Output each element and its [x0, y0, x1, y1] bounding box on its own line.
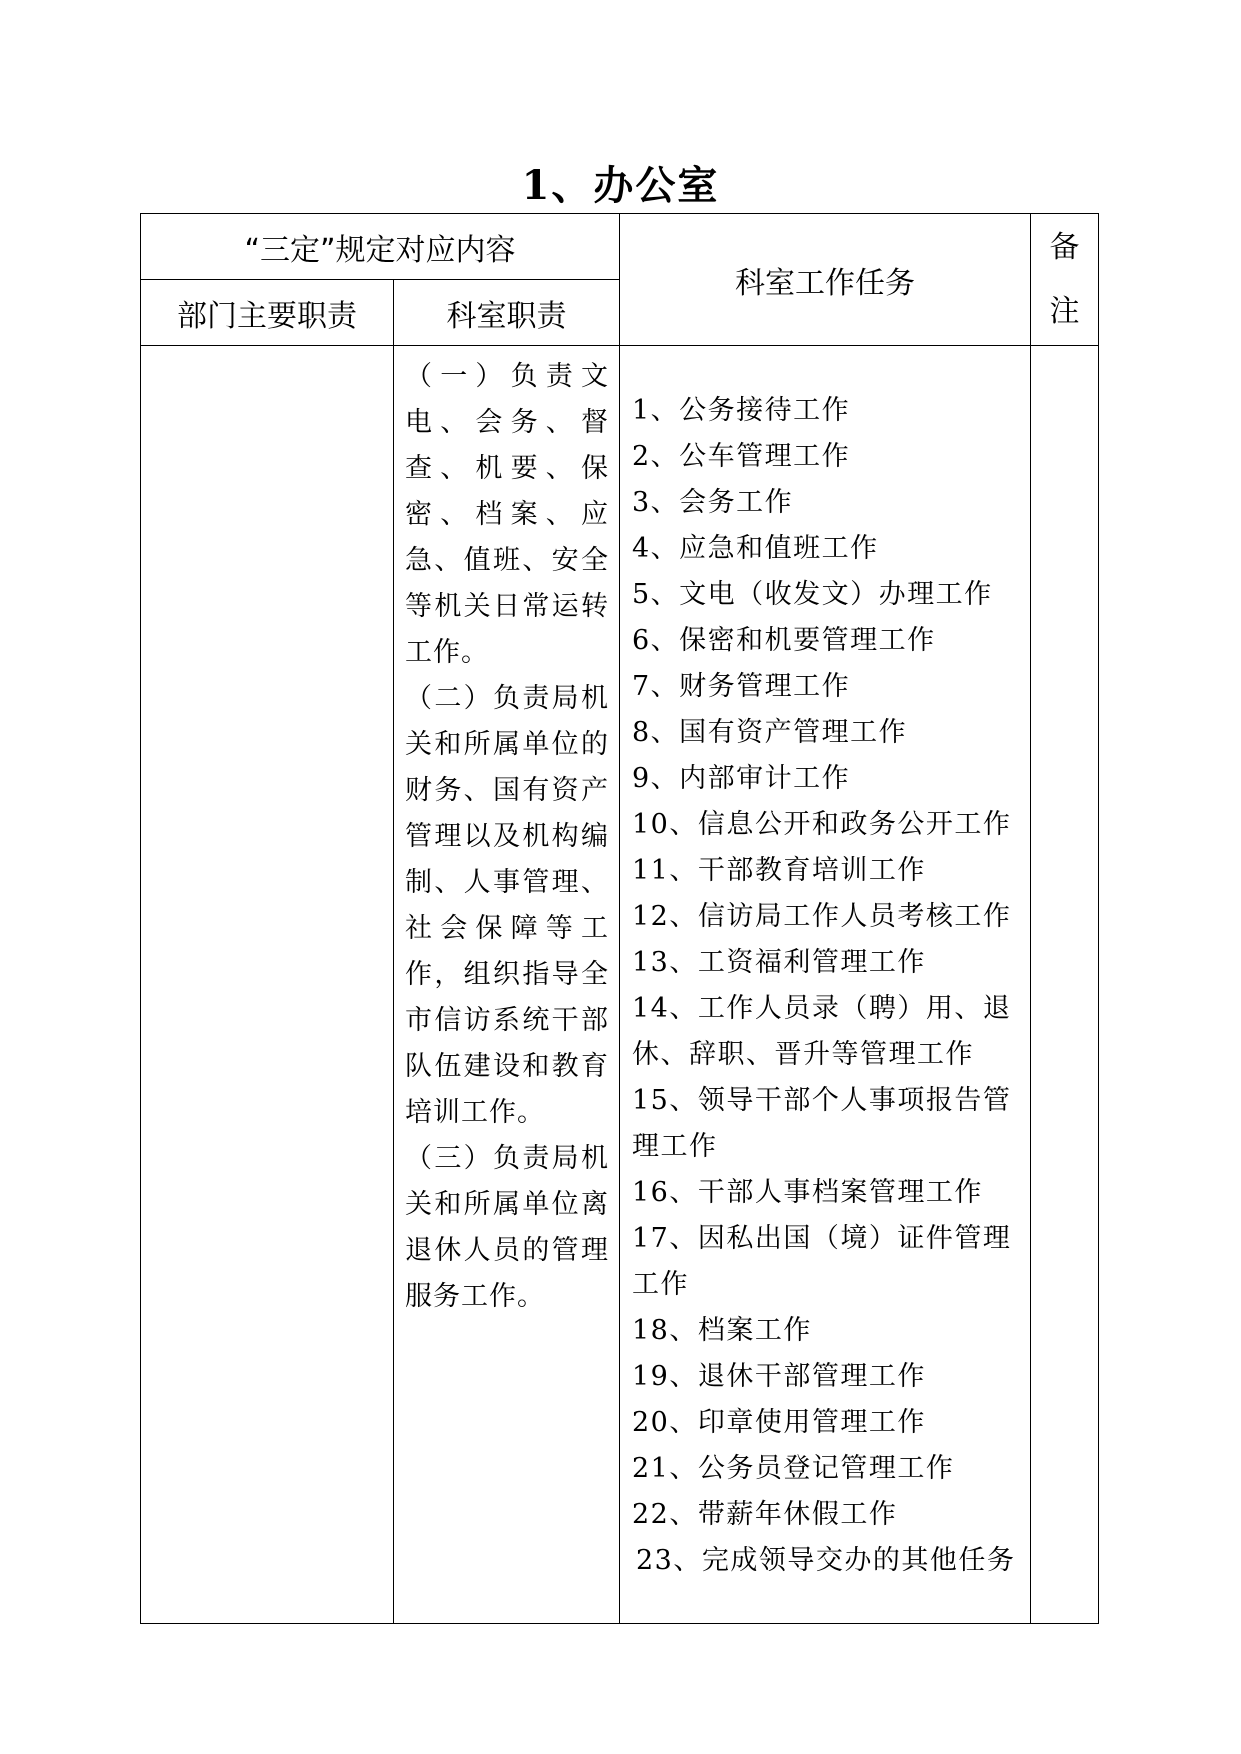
office-duty-item: （二）负责局机关和所属单位的财务、国有资产管理以及机构编制、人事管理、社会保障等工作，组织指导全市信访系统干部队伍建设和教育培训工作。	[405, 683, 609, 1128]
header-remark-char-2: 注	[1049, 293, 1080, 329]
header-dept-main-duty: 部门主要职责	[141, 280, 394, 346]
task-item: 14、工作人员录（聘）用、退休、辞职、晋升等管理工作	[632, 993, 1012, 1070]
header-remark	[1031, 214, 1099, 346]
task-item: 17、因私出国（境）证件管理工作	[632, 1223, 1012, 1300]
office-duty-item: （一）负责文电、会务、督查、机要、保密、档案、应急、值班、安全等机关日常运转工作。	[405, 361, 609, 668]
task-item: 11、干部教育培训工作	[632, 855, 926, 886]
office-duty-cell	[394, 346, 620, 1624]
task-item: 12、信访局工作人员考核工作	[632, 901, 1012, 932]
task-item: 8、国有资产管理工作	[632, 717, 908, 748]
task-item: 15、领导干部个人事项报告管理工作	[632, 1085, 1012, 1162]
task-item: 5、文电（收发文）办理工作	[632, 579, 993, 610]
header-office-duty: 科室职责	[394, 280, 620, 346]
header-sanding-group: “三定”规定对应内容	[141, 214, 620, 280]
task-item: 21、公务员登记管理工作	[632, 1453, 955, 1484]
office-duty-item: （三）负责局机关和所属单位离退休人员的管理服务工作。	[405, 1143, 609, 1312]
task-item: 9、内部审计工作	[632, 763, 851, 794]
task-item: 6、保密和机要管理工作	[632, 625, 936, 656]
office-tasks-cell	[620, 346, 1031, 1624]
task-item: 16、干部人事档案管理工作	[632, 1177, 983, 1208]
task-item: 18、档案工作	[632, 1315, 812, 1346]
task-item: 3、会务工作	[632, 487, 794, 518]
header-remark-char-1: 备	[1049, 229, 1080, 265]
header-office-tasks: 科室工作任务	[620, 214, 1031, 346]
task-item: 19、退休干部管理工作	[632, 1361, 926, 1392]
duty-table	[140, 213, 1099, 1624]
task-item: 1、公务接待工作	[632, 395, 851, 426]
task-item: 10、信息公开和政务公开工作	[632, 809, 1012, 840]
task-item: 7、财务管理工作	[632, 671, 851, 702]
task-item: 20、印章使用管理工作	[632, 1407, 926, 1438]
task-item: 22、带薪年休假工作	[632, 1499, 898, 1530]
task-item: 2、公车管理工作	[632, 441, 851, 472]
task-item: 13、工资福利管理工作	[632, 947, 926, 978]
remark-cell	[1031, 346, 1099, 1624]
task-item: 23、完成领导交办的其他任务	[636, 1545, 1016, 1576]
dept-duty-cell	[141, 346, 394, 1624]
task-item: 4、应急和值班工作	[632, 533, 879, 564]
page-title: 1、办公室	[521, 162, 720, 209]
